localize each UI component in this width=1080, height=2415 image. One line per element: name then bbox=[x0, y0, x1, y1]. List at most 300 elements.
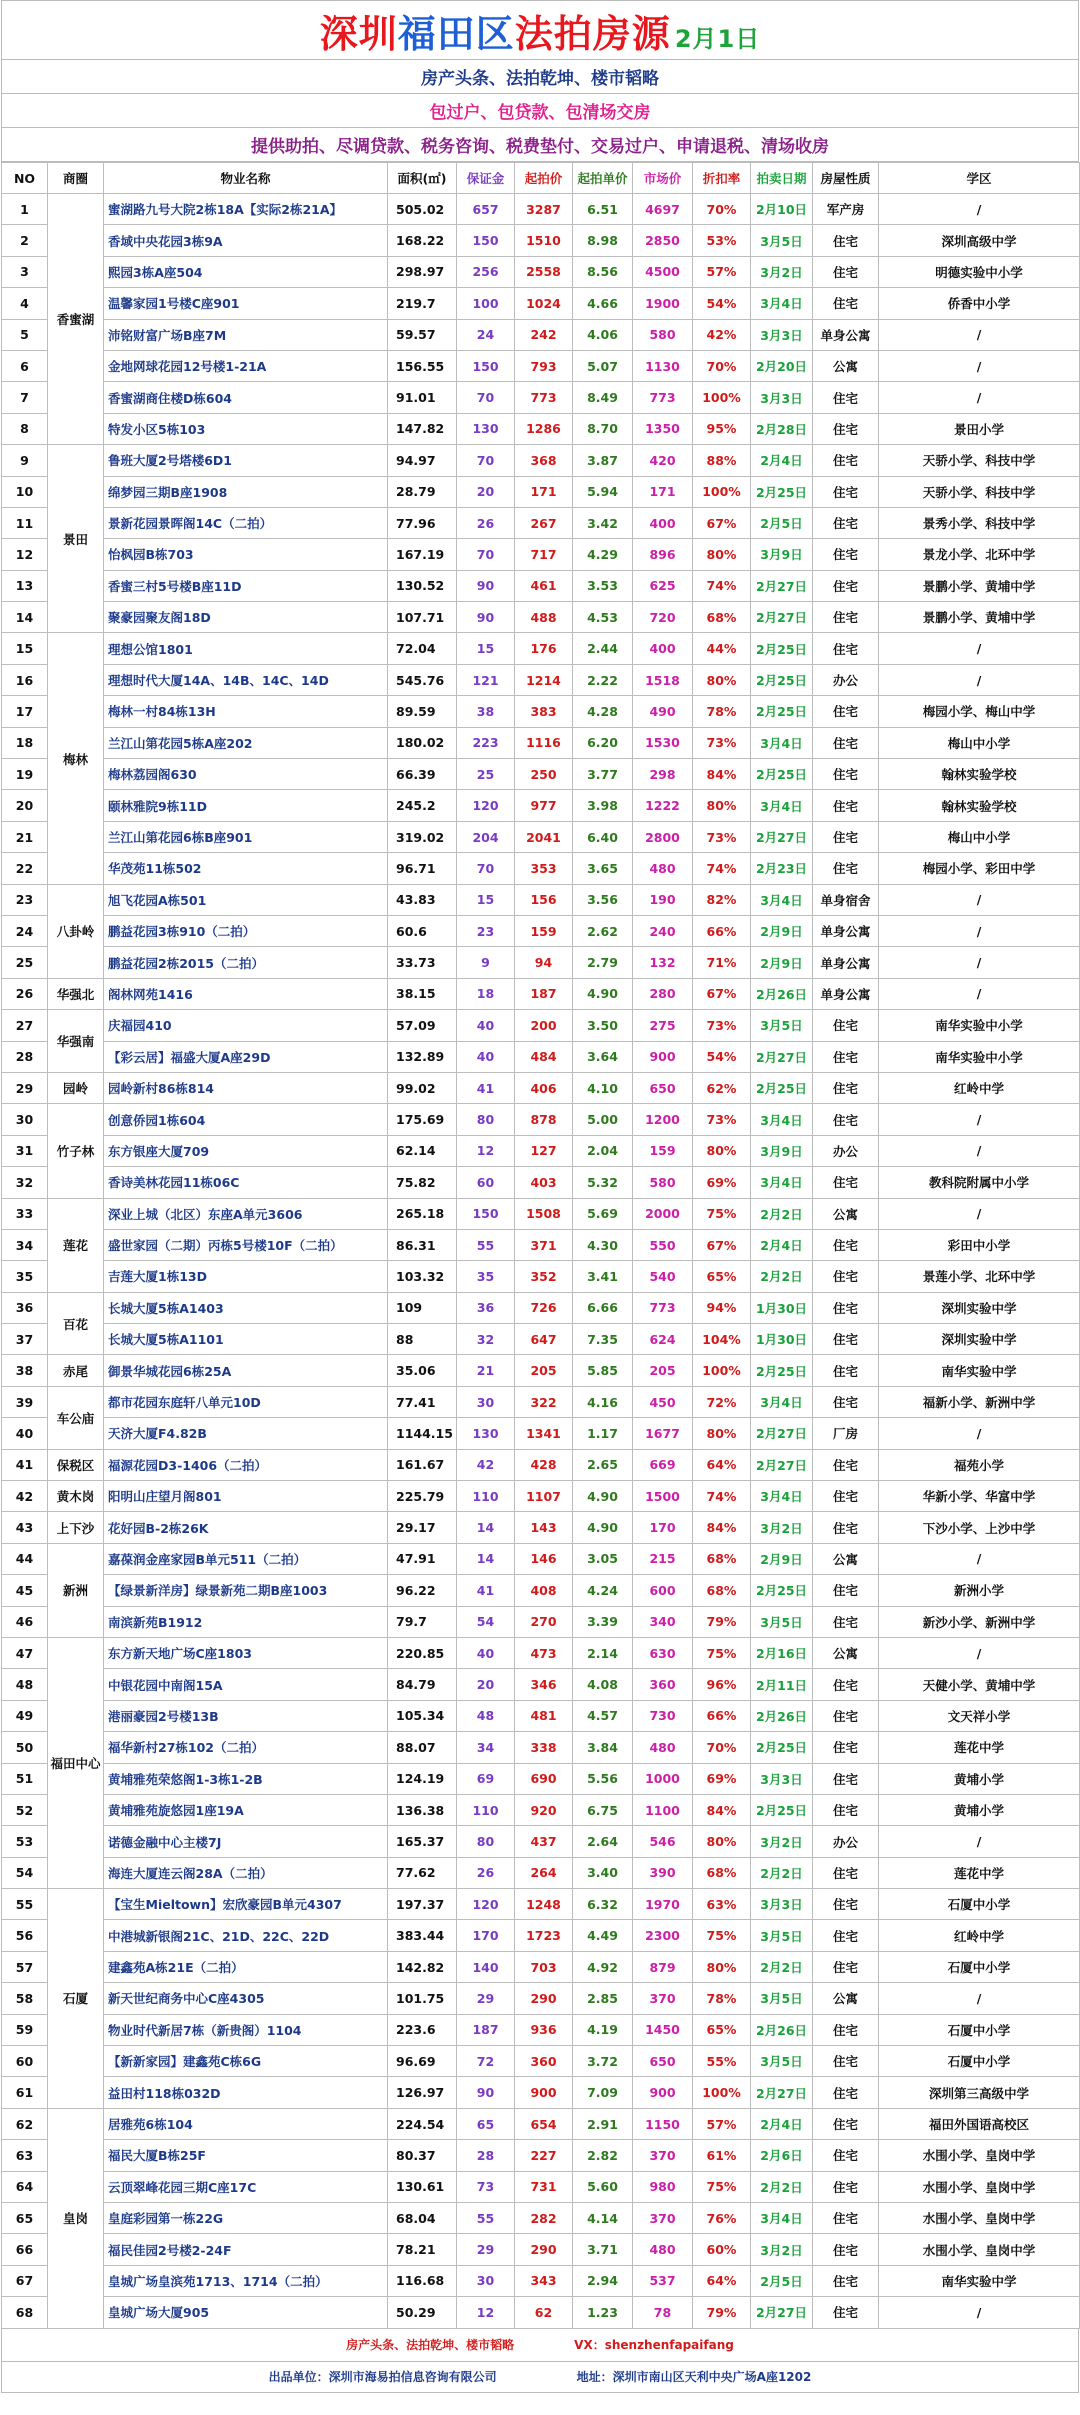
discount-rate: 84% bbox=[693, 1512, 751, 1543]
unit-price: 2.44 bbox=[573, 633, 633, 664]
market-price: 2300 bbox=[633, 1920, 693, 1951]
start-price: 200 bbox=[515, 1010, 573, 1041]
start-price: 146 bbox=[515, 1543, 573, 1574]
area: 180.02 bbox=[388, 727, 457, 758]
discount-rate: 80% bbox=[693, 539, 751, 570]
school-district: 翰林实验学校 bbox=[879, 759, 1080, 790]
row-no: 13 bbox=[2, 570, 48, 601]
row-no: 57 bbox=[2, 1951, 48, 1982]
area: 156.55 bbox=[388, 350, 457, 381]
school-district: 水围小学、皇岗中学 bbox=[879, 2171, 1080, 2202]
discount-rate: 57% bbox=[693, 256, 751, 287]
discount-rate: 104% bbox=[693, 1324, 751, 1355]
market-price: 896 bbox=[633, 539, 693, 570]
market-price: 773 bbox=[633, 1292, 693, 1323]
row-no: 52 bbox=[2, 1794, 48, 1825]
market-price: 2800 bbox=[633, 821, 693, 852]
discount-rate: 73% bbox=[693, 727, 751, 758]
school-district: / bbox=[879, 194, 1080, 225]
school-district: / bbox=[879, 1135, 1080, 1166]
deposit: 110 bbox=[457, 1794, 515, 1825]
discount-rate: 64% bbox=[693, 1449, 751, 1480]
deposit: 90 bbox=[457, 2077, 515, 2108]
area: 43.83 bbox=[388, 884, 457, 915]
school-district: 侨香中小学 bbox=[879, 288, 1080, 319]
discount-rate: 67% bbox=[693, 507, 751, 538]
table-row bbox=[2, 2297, 1080, 2328]
area: 245.2 bbox=[388, 790, 457, 821]
deposit: 20 bbox=[457, 476, 515, 507]
discount-rate: 44% bbox=[693, 633, 751, 664]
table-row bbox=[2, 1512, 1080, 1543]
property-type: 住宅 bbox=[813, 2046, 879, 2077]
table-row bbox=[2, 1543, 1080, 1574]
col-area: 面积(㎡) bbox=[388, 163, 457, 194]
property-type: 公寓 bbox=[813, 1543, 879, 1574]
market-price: 540 bbox=[633, 1261, 693, 1292]
start-price: 1214 bbox=[515, 664, 573, 695]
discount-rate: 72% bbox=[693, 1386, 751, 1417]
row-no: 55 bbox=[2, 1889, 48, 1920]
unit-price: 8.49 bbox=[573, 382, 633, 413]
auction-date: 3月5日 bbox=[751, 1010, 813, 1041]
unit-price: 5.69 bbox=[573, 1198, 633, 1229]
footer-bar bbox=[1, 2329, 1079, 2362]
start-price: 127 bbox=[515, 1135, 573, 1166]
start-price: 227 bbox=[515, 2140, 573, 2171]
start-price: 250 bbox=[515, 759, 573, 790]
area: 1144.15 bbox=[388, 1418, 457, 1449]
discount-rate: 55% bbox=[693, 2046, 751, 2077]
school-district: / bbox=[879, 915, 1080, 946]
row-no: 5 bbox=[2, 319, 48, 350]
market-price: 1000 bbox=[633, 1763, 693, 1794]
table-row bbox=[2, 1794, 1080, 1825]
school-district: 黄埔小学 bbox=[879, 1794, 1080, 1825]
auction-date: 2月25日 bbox=[751, 1794, 813, 1825]
deposit: 12 bbox=[457, 1135, 515, 1166]
deposit: 150 bbox=[457, 225, 515, 256]
discount-rate: 73% bbox=[693, 1104, 751, 1135]
start-price: 352 bbox=[515, 1261, 573, 1292]
property-type: 住宅 bbox=[813, 821, 879, 852]
discount-rate: 74% bbox=[693, 570, 751, 601]
area: 91.01 bbox=[388, 382, 457, 413]
property-type: 住宅 bbox=[813, 2077, 879, 2108]
row-no: 42 bbox=[2, 1481, 48, 1512]
table-row bbox=[2, 633, 1080, 664]
market-price: 4697 bbox=[633, 194, 693, 225]
market-price: 580 bbox=[633, 319, 693, 350]
unit-price: 2.65 bbox=[573, 1449, 633, 1480]
auction-date: 3月2日 bbox=[751, 256, 813, 287]
deposit: 23 bbox=[457, 915, 515, 946]
property-type: 住宅 bbox=[813, 790, 879, 821]
deposit: 90 bbox=[457, 602, 515, 633]
school-district: 明德实验中小学 bbox=[879, 256, 1080, 287]
discount-rate: 64% bbox=[693, 2265, 751, 2296]
market-price: 480 bbox=[633, 2234, 693, 2265]
col-district: 商圈 bbox=[48, 163, 104, 194]
unit-price: 3.41 bbox=[573, 1261, 633, 1292]
table-row bbox=[2, 2234, 1080, 2265]
school-district: 天健小学、黄埔中学 bbox=[879, 1669, 1080, 1700]
district-cell: 石厦 bbox=[48, 1889, 104, 2109]
property-type: 住宅 bbox=[813, 2108, 879, 2139]
property-type: 住宅 bbox=[813, 2234, 879, 2265]
table-row bbox=[2, 759, 1080, 790]
district-cell: 梅林 bbox=[48, 633, 104, 884]
deposit: 34 bbox=[457, 1732, 515, 1763]
start-price: 270 bbox=[515, 1606, 573, 1637]
property-type: 住宅 bbox=[813, 1512, 879, 1543]
row-no: 34 bbox=[2, 1229, 48, 1260]
area: 35.06 bbox=[388, 1355, 457, 1386]
market-price: 650 bbox=[633, 1072, 693, 1103]
unit-price: 4.19 bbox=[573, 2014, 633, 2045]
unit-price: 4.06 bbox=[573, 319, 633, 350]
table-row bbox=[2, 1732, 1080, 1763]
property-type: 公寓 bbox=[813, 1637, 879, 1668]
market-price: 600 bbox=[633, 1575, 693, 1606]
school-district: / bbox=[879, 1983, 1080, 2014]
property-type: 住宅 bbox=[813, 1324, 879, 1355]
unit-price: 2.85 bbox=[573, 1983, 633, 2014]
property-type: 单身宿舍 bbox=[813, 884, 879, 915]
auction-date: 3月4日 bbox=[751, 1481, 813, 1512]
market-price: 132 bbox=[633, 947, 693, 978]
school-district: 石厦中小学 bbox=[879, 1889, 1080, 1920]
start-price: 1248 bbox=[515, 1889, 573, 1920]
deposit: 41 bbox=[457, 1575, 515, 1606]
deposit: 30 bbox=[457, 1386, 515, 1417]
unit-price: 3.53 bbox=[573, 570, 633, 601]
table-row bbox=[2, 2265, 1080, 2296]
auction-date: 2月25日 bbox=[751, 759, 813, 790]
start-price: 481 bbox=[515, 1700, 573, 1731]
market-price: 1677 bbox=[633, 1418, 693, 1449]
start-price: 920 bbox=[515, 1794, 573, 1825]
discount-rate: 94% bbox=[693, 1292, 751, 1323]
row-no: 33 bbox=[2, 1198, 48, 1229]
unit-price: 7.35 bbox=[573, 1324, 633, 1355]
area: 545.76 bbox=[388, 664, 457, 695]
district-cell: 赤尾 bbox=[48, 1355, 104, 1386]
unit-price: 4.90 bbox=[573, 1481, 633, 1512]
start-price: 900 bbox=[515, 2077, 573, 2108]
property-type: 住宅 bbox=[813, 1010, 879, 1041]
start-price: 977 bbox=[515, 790, 573, 821]
district-cell: 香蜜湖 bbox=[48, 194, 104, 445]
district-cell: 竹子林 bbox=[48, 1104, 104, 1198]
deposit: 42 bbox=[457, 1449, 515, 1480]
auction-date: 3月3日 bbox=[751, 1763, 813, 1794]
property-type: 住宅 bbox=[813, 1951, 879, 1982]
district-cell: 黄木岗 bbox=[48, 1481, 104, 1512]
property-type: 住宅 bbox=[813, 413, 879, 444]
auction-date: 3月4日 bbox=[751, 884, 813, 915]
school-district: 翰林实验学校 bbox=[879, 790, 1080, 821]
area: 96.22 bbox=[388, 1575, 457, 1606]
unit-price: 6.20 bbox=[573, 727, 633, 758]
school-district: 华新小学、华富中学 bbox=[879, 1481, 1080, 1512]
deposit: 29 bbox=[457, 2234, 515, 2265]
discount-rate: 78% bbox=[693, 696, 751, 727]
footer-info bbox=[1, 2362, 1079, 2393]
auction-date: 2月2日 bbox=[751, 2171, 813, 2202]
listing-sheet bbox=[1, 0, 1079, 2393]
row-no: 47 bbox=[2, 1637, 48, 1668]
deposit: 120 bbox=[457, 1889, 515, 1920]
property-name: 温馨家园1号楼C座901 bbox=[104, 288, 388, 319]
row-no: 30 bbox=[2, 1104, 48, 1135]
row-no: 66 bbox=[2, 2234, 48, 2265]
start-price: 2041 bbox=[515, 821, 573, 852]
deposit: 657 bbox=[457, 194, 515, 225]
area: 89.59 bbox=[388, 696, 457, 727]
row-no: 67 bbox=[2, 2265, 48, 2296]
discount-rate: 96% bbox=[693, 1669, 751, 1700]
property-name: 东方银座大厦709 bbox=[104, 1135, 388, 1166]
col-market-price: 市场价 bbox=[633, 163, 693, 194]
district-cell: 园岭 bbox=[48, 1072, 104, 1103]
discount-rate: 60% bbox=[693, 2234, 751, 2265]
auction-date: 3月5日 bbox=[751, 225, 813, 256]
auction-date: 2月26日 bbox=[751, 978, 813, 1009]
property-type: 住宅 bbox=[813, 539, 879, 570]
area: 77.62 bbox=[388, 1857, 457, 1888]
unit-price: 3.39 bbox=[573, 1606, 633, 1637]
discount-rate: 70% bbox=[693, 350, 751, 381]
school-district: 深圳实验中学 bbox=[879, 1292, 1080, 1323]
deposit: 38 bbox=[457, 696, 515, 727]
unit-price: 3.87 bbox=[573, 445, 633, 476]
discount-rate: 68% bbox=[693, 1543, 751, 1574]
row-no: 48 bbox=[2, 1669, 48, 1700]
discount-rate: 74% bbox=[693, 1481, 751, 1512]
start-price: 437 bbox=[515, 1826, 573, 1857]
property-type: 住宅 bbox=[813, 225, 879, 256]
property-name: 创意侨园1栋604 bbox=[104, 1104, 388, 1135]
school-district: / bbox=[879, 947, 1080, 978]
market-price: 275 bbox=[633, 1010, 693, 1041]
market-price: 546 bbox=[633, 1826, 693, 1857]
discount-rate: 70% bbox=[693, 194, 751, 225]
market-price: 630 bbox=[633, 1637, 693, 1668]
table-row bbox=[2, 1449, 1080, 1480]
property-type: 住宅 bbox=[813, 1104, 879, 1135]
property-name: 都市花园东庭轩八单元10D bbox=[104, 1386, 388, 1417]
row-no: 11 bbox=[2, 507, 48, 538]
start-price: 473 bbox=[515, 1637, 573, 1668]
area: 88 bbox=[388, 1324, 457, 1355]
discount-rate: 73% bbox=[693, 1010, 751, 1041]
row-no: 39 bbox=[2, 1386, 48, 1417]
property-type: 住宅 bbox=[813, 2203, 879, 2234]
table-row bbox=[2, 256, 1080, 287]
discount-rate: 75% bbox=[693, 1637, 751, 1668]
school-district: 南华实验中学 bbox=[879, 2265, 1080, 2296]
row-no: 24 bbox=[2, 915, 48, 946]
row-no: 64 bbox=[2, 2171, 48, 2202]
table-row bbox=[2, 539, 1080, 570]
unit-price: 4.30 bbox=[573, 1229, 633, 1260]
school-district: 文天祥小学 bbox=[879, 1700, 1080, 1731]
discount-rate: 73% bbox=[693, 821, 751, 852]
start-price: 176 bbox=[515, 633, 573, 664]
deposit: 60 bbox=[457, 1167, 515, 1198]
property-type: 住宅 bbox=[813, 1606, 879, 1637]
start-price: 406 bbox=[515, 1072, 573, 1103]
title-city: 深圳 bbox=[319, 11, 398, 56]
property-type: 单身公寓 bbox=[813, 978, 879, 1009]
property-type: 住宅 bbox=[813, 1763, 879, 1794]
discount-rate: 100% bbox=[693, 382, 751, 413]
market-price: 340 bbox=[633, 1606, 693, 1637]
start-price: 408 bbox=[515, 1575, 573, 1606]
unit-price: 4.28 bbox=[573, 696, 633, 727]
unit-price: 6.32 bbox=[573, 1889, 633, 1920]
market-price: 390 bbox=[633, 1857, 693, 1888]
table-row bbox=[2, 664, 1080, 695]
auction-date: 2月25日 bbox=[751, 696, 813, 727]
market-price: 400 bbox=[633, 507, 693, 538]
auction-date: 2月9日 bbox=[751, 915, 813, 946]
unit-price: 5.60 bbox=[573, 2171, 633, 2202]
market-price: 900 bbox=[633, 2077, 693, 2108]
discount-rate: 67% bbox=[693, 1229, 751, 1260]
unit-price: 8.70 bbox=[573, 413, 633, 444]
col-discount: 折扣率 bbox=[693, 163, 751, 194]
property-type: 住宅 bbox=[813, 2014, 879, 2045]
table-row bbox=[2, 1606, 1080, 1637]
market-price: 624 bbox=[633, 1324, 693, 1355]
property-name: 聚豪园聚友阁18D bbox=[104, 602, 388, 633]
deposit: 121 bbox=[457, 664, 515, 695]
property-name: 华茂苑11栋502 bbox=[104, 853, 388, 884]
deposit: 70 bbox=[457, 445, 515, 476]
auction-date: 2月11日 bbox=[751, 1669, 813, 1700]
deposit: 204 bbox=[457, 821, 515, 852]
table-row bbox=[2, 1669, 1080, 1700]
row-no: 19 bbox=[2, 759, 48, 790]
discount-rate: 79% bbox=[693, 1606, 751, 1637]
market-price: 298 bbox=[633, 759, 693, 790]
property-type: 住宅 bbox=[813, 633, 879, 664]
unit-price: 5.94 bbox=[573, 476, 633, 507]
school-district: 景田小学 bbox=[879, 413, 1080, 444]
col-no: NO bbox=[2, 163, 48, 194]
unit-price: 7.09 bbox=[573, 2077, 633, 2108]
area: 219.7 bbox=[388, 288, 457, 319]
discount-rate: 74% bbox=[693, 853, 751, 884]
property-type: 住宅 bbox=[813, 1386, 879, 1417]
property-type: 住宅 bbox=[813, 570, 879, 601]
auction-date: 2月27日 bbox=[751, 1449, 813, 1480]
auction-date: 2月20日 bbox=[751, 350, 813, 381]
row-no: 4 bbox=[2, 288, 48, 319]
row-no: 9 bbox=[2, 445, 48, 476]
start-price: 2558 bbox=[515, 256, 573, 287]
property-name: 鲁班大厦2号塔楼6D1 bbox=[104, 445, 388, 476]
row-no: 26 bbox=[2, 978, 48, 1009]
property-name: 长城大厦5栋A1101 bbox=[104, 1324, 388, 1355]
start-price: 488 bbox=[515, 602, 573, 633]
market-price: 170 bbox=[633, 1512, 693, 1543]
table-row bbox=[2, 319, 1080, 350]
market-price: 730 bbox=[633, 1700, 693, 1731]
start-price: 647 bbox=[515, 1324, 573, 1355]
school-district: 梅园小学、彩田中学 bbox=[879, 853, 1080, 884]
area: 505.02 bbox=[388, 194, 457, 225]
row-no: 60 bbox=[2, 2046, 48, 2077]
auction-date: 3月3日 bbox=[751, 382, 813, 413]
start-price: 773 bbox=[515, 382, 573, 413]
auction-date: 3月4日 bbox=[751, 1167, 813, 1198]
auction-date: 3月3日 bbox=[751, 1889, 813, 1920]
footer-publisher: 出品单位：深圳市海易拍信息咨询有限公司 bbox=[268, 2370, 497, 2385]
unit-price: 2.62 bbox=[573, 915, 633, 946]
property-name: 香诗美林花园11栋06C bbox=[104, 1167, 388, 1198]
discount-rate: 68% bbox=[693, 1575, 751, 1606]
property-name: 物业时代新居7栋（新贵阁）1104 bbox=[104, 2014, 388, 2045]
start-price: 282 bbox=[515, 2203, 573, 2234]
property-name: 东方新天地广场C座1803 bbox=[104, 1637, 388, 1668]
col-auction-date: 拍卖日期 bbox=[751, 163, 813, 194]
table-row bbox=[2, 884, 1080, 915]
table-row bbox=[2, 1104, 1080, 1135]
market-price: 1130 bbox=[633, 350, 693, 381]
area: 147.82 bbox=[388, 413, 457, 444]
table-row bbox=[2, 1072, 1080, 1103]
property-name: 居雅苑6栋104 bbox=[104, 2108, 388, 2139]
row-no: 28 bbox=[2, 1041, 48, 1072]
start-price: 360 bbox=[515, 2046, 573, 2077]
auction-date: 3月2日 bbox=[751, 1826, 813, 1857]
market-price: 550 bbox=[633, 1229, 693, 1260]
title-district: 福田区 bbox=[397, 11, 515, 56]
property-type: 办公 bbox=[813, 1135, 879, 1166]
market-price: 1350 bbox=[633, 413, 693, 444]
auction-date: 2月4日 bbox=[751, 2108, 813, 2139]
area: 105.34 bbox=[388, 1700, 457, 1731]
table-row bbox=[2, 507, 1080, 538]
property-type: 单身公寓 bbox=[813, 915, 879, 946]
deposit: 29 bbox=[457, 1983, 515, 2014]
table-row bbox=[2, 1951, 1080, 1982]
discount-rate: 67% bbox=[693, 978, 751, 1009]
school-district: 福田外国语高校区 bbox=[879, 2108, 1080, 2139]
district-cell: 百花 bbox=[48, 1292, 104, 1355]
school-district: 水围小学、皇岗中学 bbox=[879, 2234, 1080, 2265]
market-price: 240 bbox=[633, 915, 693, 946]
table-row bbox=[2, 1229, 1080, 1260]
school-district: 深圳高级中学 bbox=[879, 225, 1080, 256]
deposit: 150 bbox=[457, 350, 515, 381]
property-name: 梅林一村84栋13H bbox=[104, 696, 388, 727]
property-name: 皇城广场大厦905 bbox=[104, 2297, 388, 2328]
area: 265.18 bbox=[388, 1198, 457, 1229]
auction-date: 2月27日 bbox=[751, 2297, 813, 2328]
property-name: 【彩云居】福盛大厦A座29D bbox=[104, 1041, 388, 1072]
property-type: 单身公寓 bbox=[813, 319, 879, 350]
area: 197.37 bbox=[388, 1889, 457, 1920]
property-type: 住宅 bbox=[813, 759, 879, 790]
col-property-type: 房屋性质 bbox=[813, 163, 879, 194]
slogan-band-2: 包过户、包贷款、包清场交房 bbox=[1, 94, 1079, 128]
table-row bbox=[2, 1041, 1080, 1072]
discount-rate: 66% bbox=[693, 1700, 751, 1731]
